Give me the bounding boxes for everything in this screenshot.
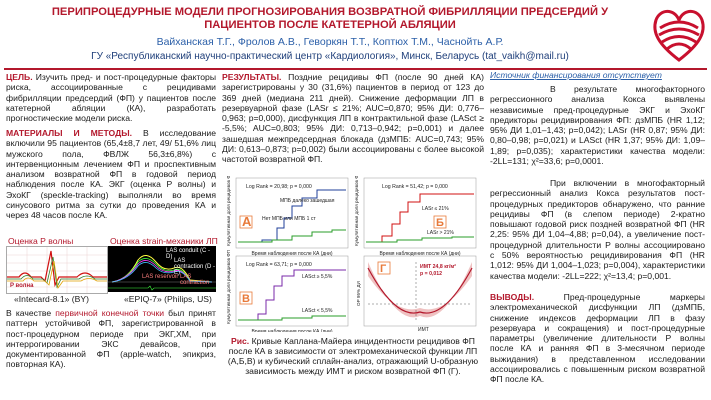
km-figure (222, 176, 484, 332)
km-a-label-1: МПБ далеко зашедшая (280, 198, 335, 204)
conclusions-text: Пред-процедурные маркеры электромеханической дисфункции ЛП (дзМПБ, снижение индексов деформации ЛП в фазу резервуара и сокращения) и пост-процедурные параметры (увеличение длительности Р волны после КА и ранняя ФП в 3-месячном периоде выжидания) в представленном исследовании ассоциировались с повышенным риском возвратной ФП после КА. (490, 292, 705, 385)
km-panel-d (364, 256, 476, 332)
km-d-letter: Г (380, 263, 387, 275)
km-a-yaxis: Кумулятивная доля рецидивов ФП (226, 176, 231, 246)
las-contraction-label-2: LAS contraction (180, 274, 210, 286)
device-1: «Intecard-8.1» (BY) (14, 294, 89, 304)
las-reservoir-label: LAS reservoir (142, 274, 179, 280)
aim-text: Изучить пред- и пост-процедурные факторы риска, ассоциированные с рецидивами фибрилляции предсердий (ФП) у пациентов после катетерной абляции (КА), разработать прогностические модели риска. (6, 72, 216, 124)
p-wave-label: P волна (10, 283, 34, 289)
km-b-xaxis: Время наблюдения после КА (дни) (379, 251, 461, 257)
km-b-label-2: LASr > 21% (427, 230, 454, 236)
las-conduit-label: LAS conduit (C - D) (166, 248, 211, 260)
km-panel-a (236, 178, 348, 248)
figure-caption (222, 336, 484, 376)
km-d-yaxis: ОР 95% ДИ (356, 281, 361, 306)
affiliation: ГУ «Республиканский научно-практический центр «Кардиология», Минск, Беларусь (tat_vaikh@mail.ru) (91, 51, 569, 62)
results-heading: РЕЗУЛЬТАТЫ. (222, 72, 282, 82)
strain-figure-title: Оценка strain-механики ЛП (110, 236, 218, 246)
km-panel-c (236, 256, 348, 326)
km-b-yaxis: Кумулятивная доля рецидивов ФП (354, 176, 359, 246)
aim-heading: ЦЕЛЬ. (6, 72, 33, 82)
conclusions-heading: ВЫВОДЫ. (490, 292, 535, 302)
methods-text: В исследование включили 95 пациентов (65,4±8,7 лет, 49/ 51,6% лиц мужского пола, ФВЛЖ 56,3±6,8%) с интервенционным лечением ФП и проспективным анализом возвратной ФП в годовой период наблюдения после КА. ЭКГ (оценка Р волны) и ЭхоКГ (speckle-tracking) выполняли во время синусового ритма за сутки до проведения КА и через 48 часов после КА. (6, 128, 217, 221)
endpoint-post: был принят паттерн устойчивой ФП, зарегистрированной в пост-процедурном периоде при ЭКГ,ХМ, при интеррогировании ЭКС девайсов, при документированной ФП (apple-watch, эпикриз, повторная КА). (6, 308, 216, 370)
km-c-logrank: Log Rank = 63,71; p = 0,000 (246, 262, 312, 268)
authors: Вайханская Т.Г., Фролов А.В., Геворкян Т.Т., Коптюх Т.М., Часнойть А.Р. (156, 36, 504, 48)
km-a-xaxis: Время наблюдения после КА (дни) (251, 251, 333, 257)
caption-prefix: Рис. (231, 336, 250, 346)
methods-section (6, 128, 216, 221)
cardiology-logo (650, 4, 708, 64)
km-c-xaxis: Время наблюдения после КА (дни) (251, 329, 333, 332)
results-multivariate-2: При включении в многофакторный регрессионный анализ Кокса результатов пост-процедурных предикторов обнаружено, что ранние рецидивы ФП (в слепом периоде) 2-кратно повышают годовой риск поздней возвратной ФП (HR 2,25: 95% ДИ 1,04–4,88; p=0,04), а увеличение пост-процедурной длительности Р волны ассоциировано с 50% вероятностью рецидивирования ФП (HR 1,012: 95% ДИ 1,004–1,023; p=0,004), характеристики качества модели: -2LL=222; χ²=13,4; p=0,001. (490, 178, 705, 281)
results-text: Поздние рецидивы ФП (после 90 дней КА) зарегистрированы у 30 (31,6%) пациентов в период от 123 до 369 дней (медиана 211 дней). Снижение деформации ЛП в резервуарной фазе (LASr ≤ 21%; AUC=0,870; 95% ДИ: 0,776–0,963; p=0,000), дисфункция ЛП в контрактильной фазе (LASct ≥ -5,5%; AUC=0,803; 95% ДИ: 0,713–0,942; p=0,001) и далее зашедшая межпредсердная блокада (дзМПБ: AUC=0,743; 95% ДИ: 0,613–0,873; p=0,002) были ассоциированы с более высокой частотой возвратной ФП. (222, 72, 484, 165)
aim-section (6, 72, 216, 123)
km-c-label-2: LASct < 5,5% (302, 308, 333, 314)
km-a-letter: А (242, 214, 252, 229)
km-b-label-1: LASr ≤ 21% (422, 206, 449, 212)
poster-title: ПЕРИПРОЦЕДУРНЫЕ МОДЕЛИ ПРОГНОЗИРОВАНИЯ ВОЗВРАТНОЙ ФИБРИЛЛЯЦИИ ПРЕДСЕРДИЙ У ПАЦИЕНТОВ ПОСЛЕ КАТЕТЕРНОЙ АБЛЯЦИИ (51, 6, 609, 31)
methods-heading: МАТЕРИАЛЫ И МЕТОДЫ. (6, 128, 133, 138)
km-c-yaxis: Кумулятивная доля рецидивов ФП (226, 249, 231, 324)
p-wave-figure-title: Оценка Р волны (8, 236, 74, 246)
km-d-hr-label: ИМТ 24,8 кг/м² (420, 264, 456, 270)
km-c-letter: В (242, 293, 250, 305)
endpoint-pre: В качестве (6, 308, 56, 318)
km-c-label-1: LASct ≥ 5,5% (302, 274, 333, 280)
endpoint-section (6, 308, 216, 370)
p-wave-ecg-image (6, 246, 108, 294)
km-b-letter: Б (436, 217, 444, 229)
km-a-logrank: Log Rank = 20,98; p = 0,000 (246, 184, 312, 190)
km-a-label-2: Нет МПБ или МПБ 1 ст (262, 216, 316, 222)
las-contraction-label: LAS contraction (D - E) (174, 258, 216, 276)
km-d-p-label: p = 0,012 (420, 271, 443, 277)
caption-text: Кривые Каплана-Майера инцидентности рецидивов ФП после КА в зависимости от электромеханической функции ЛП (А,Б,В) и кубический сплайн-анализ, отражающий U-образную зависимость между ИМТ и риском возвратной ФП (Г). (227, 336, 479, 376)
endpoint-highlight: первичной конечной точки (55, 308, 165, 318)
device-2: «EPIQ-7» (Philips, US) (124, 294, 212, 304)
km-d-xaxis: ИМТ (418, 327, 429, 332)
km-b-logrank: Log Rank = 51,42; p = 0,000 (382, 184, 448, 190)
funding-note: Источник финансирования отсутствует (490, 70, 662, 80)
strain-echo-image (108, 246, 216, 292)
conclusions-section (490, 292, 705, 385)
results-section (222, 72, 484, 165)
results-multivariate-1: В результате многофакторного регрессионного анализа Кокса выявлены независимые пред-процедурные ЭКГ и ЭхоКГ предикторы рецидивирования ФП: дзМПБ (HR 1,12; 95% ДИ 1,01–1,43; p=0,042); LASr (HR 0,87; 95% ДИ: 0,80–0,98; p=0,021) и LASct (HR 1,37; 95% ДИ: 1,09–1,89; p=0,035); характеристики качества модели: -2LL=131; χ²=33,6; p=0,0001. (490, 84, 705, 167)
km-panel-b (364, 178, 476, 248)
